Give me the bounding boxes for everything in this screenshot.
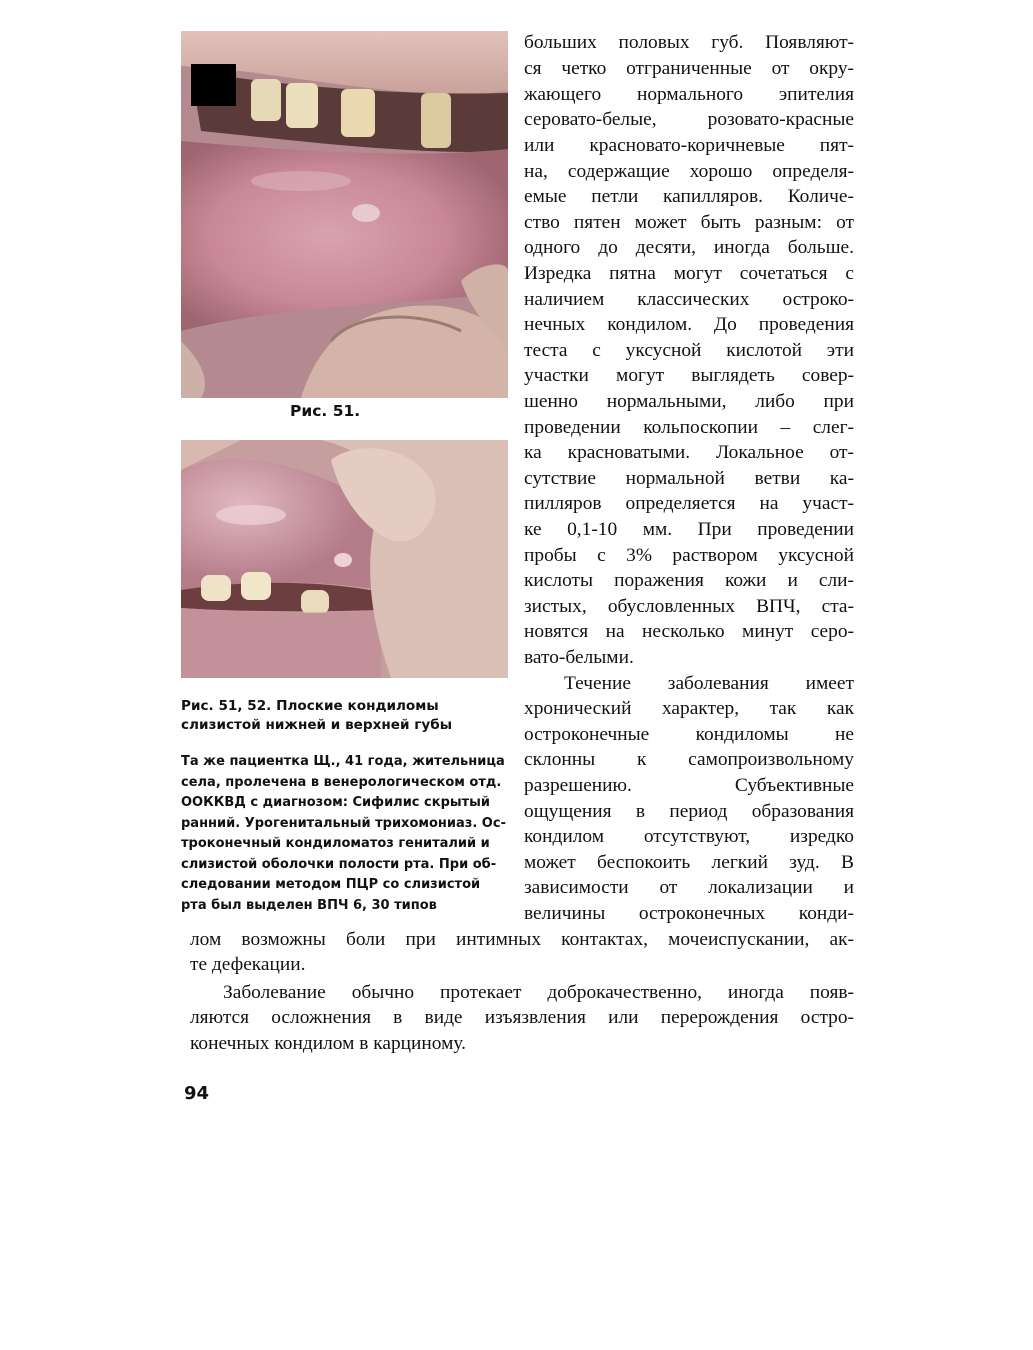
figure-caption-title [181,697,511,735]
paragraph-first-line: Течение заболевания имеет [564,673,854,694]
text-line: кондилом отсутствуют, изредко [524,826,854,847]
text-line: конечных кондилом в карциному. [190,1033,466,1054]
text-line: вато-белыми. [524,647,634,668]
caption-line: троконечный кондиломатоз гениталий и [181,836,490,851]
caption-line: ранний. Урогенитальный трихомониаз. Ос- [181,815,506,831]
text-line: сутствие нормальной ветви ка- [524,468,854,489]
text-line: или красновато-коричневые пят- [524,135,854,156]
caption-line: ООККВД с диагнозом: Сифилис скрытый [181,795,491,810]
text-line: новятся на несколько минут серо- [524,621,854,642]
text-line: те дефекации. [190,954,306,975]
text-line: ляются осложнения в виде изъязвления или перерождения остро- [190,1007,854,1028]
text-line: пробы с 3% раствором уксусной [524,545,854,566]
caption-line: рта был выделен ВПЧ 6, 30 типов [181,897,437,913]
text-line: жающего нормального эпителия [524,84,854,105]
figure-caption-label: Рис. 51, 52. [181,698,272,714]
text-line: шенно нормальными, либо при [524,391,854,412]
caption-line: села, пролечена в венерологическом отд. [181,774,502,790]
text-line: серовато-белые, розовато-красные [524,109,854,130]
text-line: больших половых губ. Появляют- [524,32,854,53]
figure-52-photo [181,440,508,678]
figure-51-label: Рис. 51. [290,402,361,420]
figure-caption-body [181,752,511,916]
paragraph-first-line: Заболевание обычно протекает доброкачественно, иногда появ- [223,982,854,1003]
text-line: на, содержащие хорошо определя- [524,161,854,182]
text-line: проведении кольпоскопии – слег- [524,417,854,438]
text-line: зистых, обусловленных ВПЧ, ста- [524,596,854,617]
text-line: емые петли капилляров. Количе- [524,186,854,207]
figure-caption-title-text: Плоские кондиломы слизистой нижней и верхней губы [181,698,453,733]
text-line: лом возможны боли при интимных контактах, мочеиспускании, ак- [190,929,854,950]
text-line: зависимости от локализации и [524,877,854,898]
caption-line: следовании методом ПЦР со слизистой [181,877,481,892]
text-line: нечных кондилом. До проведения [524,314,854,335]
text-line: участки могут выглядеть совер- [524,365,854,386]
text-line: склонны к самопроизвольному [524,749,854,770]
text-line: теста с уксусной кислотой эти [524,340,854,361]
figure-51-photo [181,31,508,398]
text-line: ся четко отграниченные от окру- [524,58,854,79]
text-line: кислоты поражения кожи и сли- [524,570,854,591]
text-line: ка красноватыми. Локальное от- [524,442,854,463]
text-line: ке 0,1-10 мм. При проведении [524,519,854,540]
text-line: Изредка пятна могут сочетаться с [524,263,854,284]
text-line: ощущения в период образования [524,801,854,822]
text-line: пилляров определяется на участ- [524,493,854,514]
text-line: может беспокоить легкий зуд. В [524,852,854,873]
text-line: ство пятен может быть разным: от [524,212,854,233]
caption-line: слизистой оболочки полости рта. При об- [181,856,497,872]
text-line: остроконечные кондиломы не [524,724,854,745]
text-line: разрешению. Субъективные [524,775,854,796]
page-number: 94 [184,1083,210,1104]
text-line: наличием классических остроко- [524,289,854,310]
text-line: хронический характер, так как [524,698,854,719]
text-line: одного до десяти, иногда больше. [524,237,854,258]
text-line: величины остроконечных конди- [524,903,854,924]
caption-line: Та же пациентка Щ., 41 года, жительница [181,754,505,769]
